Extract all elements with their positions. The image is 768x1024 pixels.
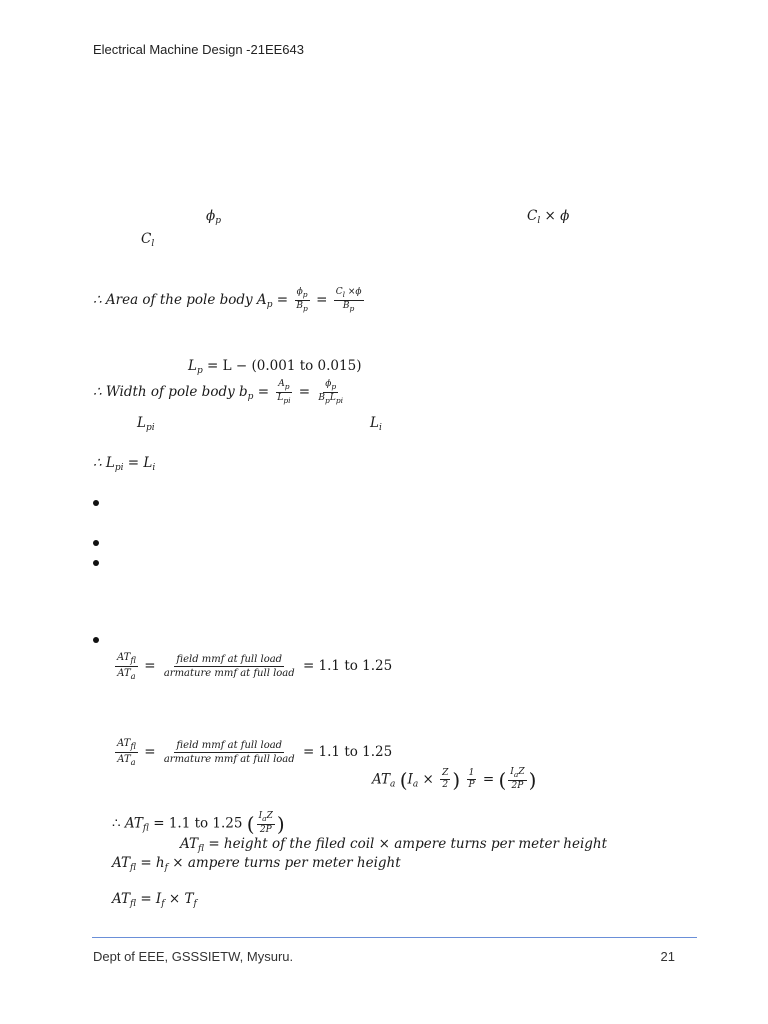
eq-cl-times-phi: $C_l \times \phi$ bbox=[527, 208, 570, 226]
eq-atfl-hf: $AT_{fl} = h_f$ × ampere turns per meter height bbox=[112, 855, 401, 873]
eq-lpi: $L_{pi}$ bbox=[137, 415, 155, 433]
eq-cl: $C_l$ bbox=[141, 231, 155, 249]
eq-ratio-2: $\frac{AT_{fl}}{AT_a}$ = $\frac{\text{field mmf at full load}}{\text{armature mmf at full load}}$ = 1.1 to 1.25 bbox=[117, 738, 393, 768]
eq-atfl-if-tf: $AT_{fl} = I_f \times T_f$ bbox=[112, 891, 197, 909]
eq-ratio-1: $\frac{AT_{fl}}{AT_a}$ = $\frac{\text{field mmf at full load}}{\text{armature mmf at full load}}$ = 1.1 to 1.25 bbox=[117, 652, 393, 682]
eq-li: $L_i$ bbox=[370, 415, 382, 433]
bullet-1 bbox=[93, 500, 99, 506]
bullet-2 bbox=[93, 540, 99, 546]
eq-lpi-equals-li: ∴ $L_{pi} = L_i$ bbox=[93, 455, 156, 473]
eq-phi-p: $\phi_p$ bbox=[206, 208, 221, 226]
eq-atfl-height: $AT_{fl}$ = height of the filed coil × ampere turns per meter height bbox=[180, 836, 608, 854]
eq-width-pole-body: ∴ Width of pole body $b_p$ = $\frac{A_p}{L_{pi}}$ = $\frac{\phi_p}{B_pL_{pi}}$ bbox=[93, 379, 344, 405]
page-number: 21 bbox=[660, 949, 675, 964]
bullet-4 bbox=[93, 637, 99, 643]
footer-dept: Dept of EEE, GSSSIETW, Mysuru. bbox=[93, 949, 294, 964]
eq-lp: $L_p = L - (0.001$ to 0.015) bbox=[188, 358, 362, 376]
bullet-3 bbox=[93, 560, 99, 566]
header-title: Electrical Machine Design -21EE643 bbox=[93, 42, 304, 57]
eq-ata: $AT_a$ ($I_a$ × $\frac{Z}{2}$ ) $\frac{1}{P}$ = ( $\frac{I_aZ}{2P}$ ) bbox=[372, 767, 537, 792]
footer-divider bbox=[92, 937, 697, 938]
eq-area-pole-body: ∴ Area of the pole body $A_p$ = $\frac{\phi_p}{B_p}$ = $\frac{C_l \times\phi}{B_p}$ bbox=[93, 287, 362, 313]
eq-atfl-result: ∴ $AT_{fl} = 1.1$ to 1.25 ( $\frac{I_aZ}{2P}$ ) bbox=[112, 811, 285, 836]
